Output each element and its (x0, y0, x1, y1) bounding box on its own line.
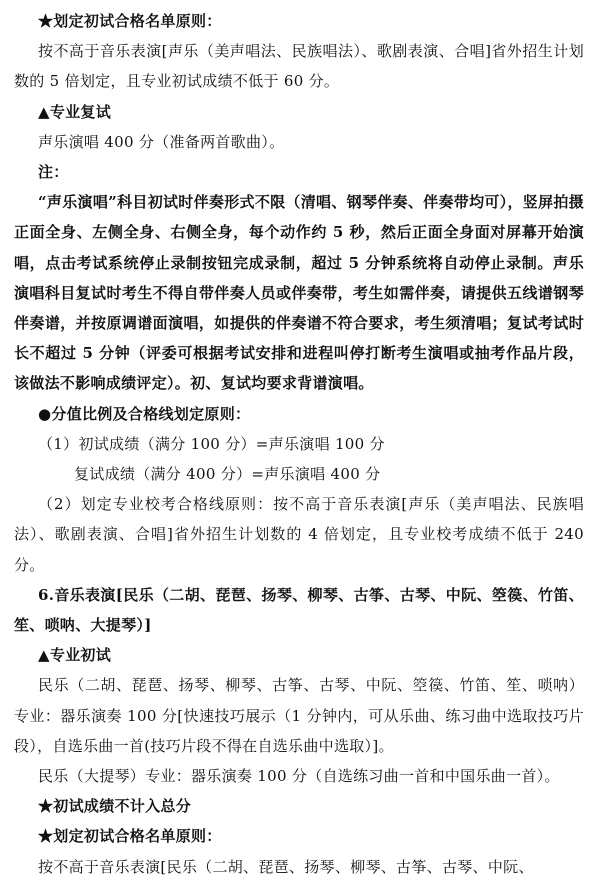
note-paragraph: “声乐演唱”科目初试时伴奏形式不限（清唱、钢琴伴奏、伴奏带均可），竖屏拍摄正面全身、左侧全身、右侧全身，每个动作约 5 秒，然后正面全身面对屏幕开始演唱，点击考试系统停止录制按钮完成录制，超过 5 分钟系统将自动停止录制。声乐演唱科目复试时考生不得自带伴奏人员或伴奏带，考生如需伴奏，请提供五线谱钢琴伴奏谱，并按原调谱面演唱，如提供的伴奏谱不符合要求，考生须清唱；复试考试时长不超过 5 分钟（评委可根据考试安排和进程叫停打断考生演唱或抽考作品片段，该做法不影响成绩评定）。初、复试均要求背谱演唱。 (14, 193, 584, 393)
heading-preliminary-list-principle: ★划定初试合格名单原则： (38, 12, 222, 30)
heading-professional-preliminary: ▲专业初试 (38, 646, 112, 665)
heading-score-not-counted: ★初试成绩不计入总分 (38, 797, 192, 816)
score-line-retest: 复试成绩（满分 400 分）=声乐演唱 400 分 (74, 465, 381, 484)
heading-score-ratio: ●分值比例及合格线划定原则： (38, 404, 251, 423)
heading-preliminary-list-principle-2: ★划定初试合格名单原则： (38, 827, 222, 846)
paragraph-retest-content: 声乐演唱 400 分（准备两首歌曲）。 (38, 132, 285, 151)
section-title-folk-music: 6.音乐表演[民乐（二胡、琵琶、扬琴、柳琴、古筝、古琴、中阮、箜篌、竹笛、笙、唢呐、大提琴）] (14, 585, 584, 635)
paragraph-preliminary-threshold-2: 按不高于音乐表演[民乐（二胡、琵琶、扬琴、柳琴、古筝、古琴、中阮、 (38, 857, 534, 876)
paragraph-qualification-line: （2）划定专业校考合格线原则：按不高于音乐表演[声乐（美声唱法、民族唱法）、歌剧表演、合唱]省外招生计划数的 4 倍划定，且专业校考成绩不低于 240 分。 (14, 495, 584, 574)
paragraph-folk-instruments: 民乐（二胡、琵琶、扬琴、柳琴、古筝、古琴、中阮、箜篌、竹笛、笙、唢呐）专业：器乐演奏 100 分[快速技巧展示（1 分钟内，可从乐曲、练习曲中选取技巧片段），自选乐曲一首(技巧片段不得在自选乐曲中选取）]。 (14, 676, 584, 755)
heading-professional-retest: ▲专业复试 (38, 102, 112, 121)
note-label: 注： (38, 163, 69, 182)
paragraph-cello: 民乐（大提琴）专业：器乐演奏 100 分（自选练习曲一首和中国乐曲一首）。 (38, 767, 560, 786)
score-line-preliminary: （1）初试成绩（满分 100 分）=声乐演唱 100 分 (38, 434, 385, 453)
paragraph-preliminary-threshold: 按不高于音乐表演[声乐（美声唱法、民族唱法）、歌剧表演、合唱]省外招生计划数的 5 倍划定，且专业初试成绩不低于 60 分。 (14, 42, 584, 91)
